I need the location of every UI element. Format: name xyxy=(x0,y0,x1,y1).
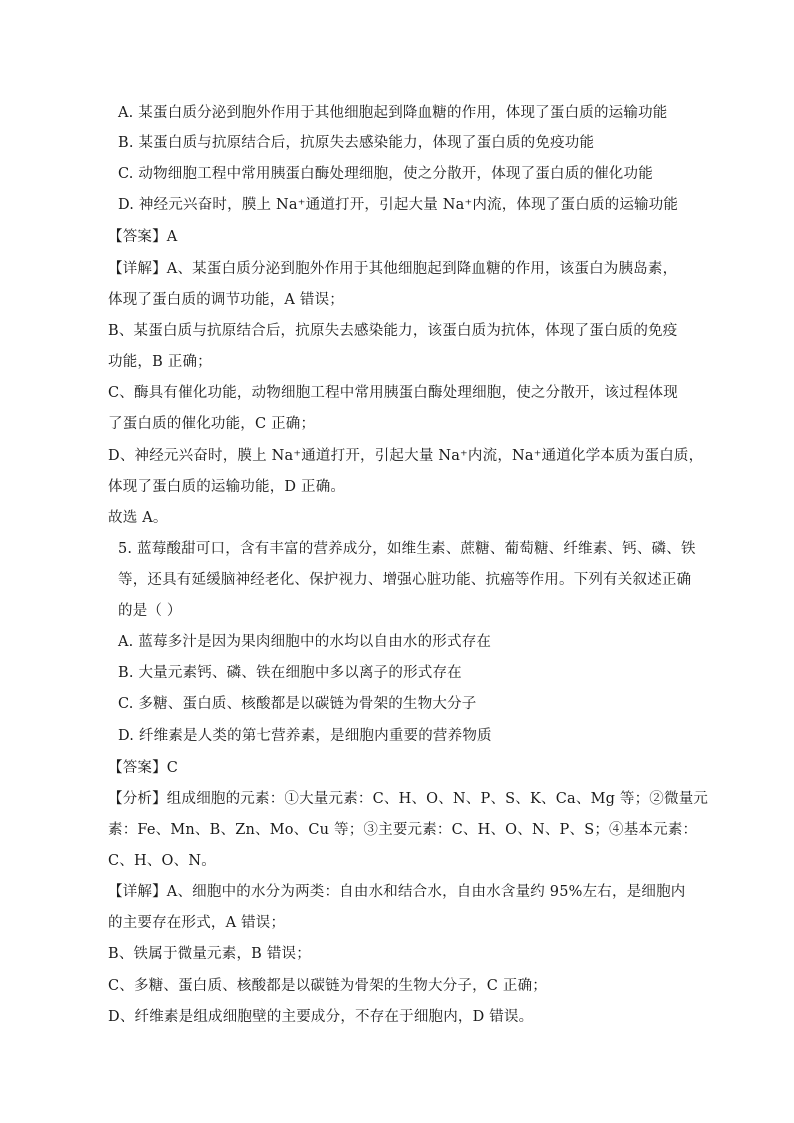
q5-stem-line: 5. 蓝莓酸甜可口，含有丰富的营养成分，如维生素、蔗糖、葡萄糖、纤维素、钙、磷、铁 xyxy=(118,541,696,557)
q5-detail-line: 的主要存在形式，A 错误； xyxy=(108,915,286,931)
q5-option-c: C. 多糖、蛋白质、核酸都是以碳链为骨架的生物大分子 xyxy=(118,696,477,712)
q5-option-d: D. 纤维素是人类的第七营养素，是细胞内重要的营养物质 xyxy=(118,728,492,744)
q5-answer: 【答案】C xyxy=(108,760,179,776)
q4-conclusion: 故选 A。 xyxy=(108,510,168,526)
q4-detail-line: C、酶具有催化功能，动物细胞工程中常用胰蛋白酶处理细胞，使之分散开，该过程体现 xyxy=(108,385,678,401)
q4-option-d: D. 神经元兴奋时，膜上 Na⁺通道打开，引起大量 Na⁺内流，体现了蛋白质的运输功能 xyxy=(118,197,679,213)
q4-detail-line: 【详解】A、某蛋白质分泌到胞外作用于其他细胞起到降血糖的作用，该蛋白为胰岛素， xyxy=(108,261,678,277)
q5-stem-line: 等，还具有延缓脑神经老化、保护视力、增强心脏功能、抗癌等作用。下列有关叙述正确 xyxy=(118,572,692,588)
q4-option-a: A. 某蛋白质分泌到胞外作用于其他细胞起到降血糖的作用，体现了蛋白质的运输功能 xyxy=(118,105,668,121)
q4-detail-line: 功能，B 正确； xyxy=(108,354,212,370)
q5-analysis-line: C、H、O、N。 xyxy=(108,853,216,869)
q4-detail-line: 体现了蛋白质的调节功能，A 错误； xyxy=(108,292,344,308)
q5-detail-line: B、铁属于微量元素，B 错误； xyxy=(108,946,311,962)
q4-detail-line: 了蛋白质的催化功能，C 正确； xyxy=(108,416,316,432)
q5-option-b: B. 大量元素钙、磷、铁在细胞中多以离子的形式存在 xyxy=(118,665,462,681)
q4-detail-line: B、某蛋白质与抗原结合后，抗原失去感染能力，该蛋白质为抗体，体现了蛋白质的免疫 xyxy=(108,323,678,339)
q5-detail-line: 【详解】A、细胞中的水分为两类：自由水和结合水，自由水含量约 95%左右，是细胞内 xyxy=(108,884,686,900)
q4-option-c: C. 动物细胞工程中常用胰蛋白酶处理细胞，使之分散开，体现了蛋白质的催化功能 xyxy=(118,166,653,182)
q4-detail-line: D、神经元兴奋时，膜上 Na⁺通道打开，引起大量 Na⁺内流，Na⁺通道化学本质为蛋白质， xyxy=(108,448,704,464)
q5-analysis-line: 素：Fe、Mn、B、Zn、Mo、Cu 等；③主要元素：C、H、O、N、P、S；④基本元素： xyxy=(108,822,698,838)
q5-analysis-line: 【分析】组成细胞的元素：①大量元素：C、H、O、N、P、S、K、Ca、Mg 等；②微量元 xyxy=(108,791,709,807)
q5-detail-line: C、多糖、蛋白质、核酸都是以碳链为骨架的生物大分子，C 正确； xyxy=(108,978,547,994)
q4-option-b: B. 某蛋白质与抗原结合后，抗原失去感染能力，体现了蛋白质的免疫功能 xyxy=(118,135,595,151)
q5-detail-line: D、纤维素是组成细胞壁的主要成分，不存在于细胞内，D 错误。 xyxy=(108,1009,534,1025)
q4-detail-line: 体现了蛋白质的运输功能，D 正确。 xyxy=(108,479,346,495)
q5-option-a: A. 蓝莓多汁是因为果肉细胞中的水均以自由水的形式存在 xyxy=(118,634,492,650)
q5-stem-line: 的是（ ） xyxy=(118,603,182,619)
q4-answer: 【答案】A xyxy=(108,229,178,245)
